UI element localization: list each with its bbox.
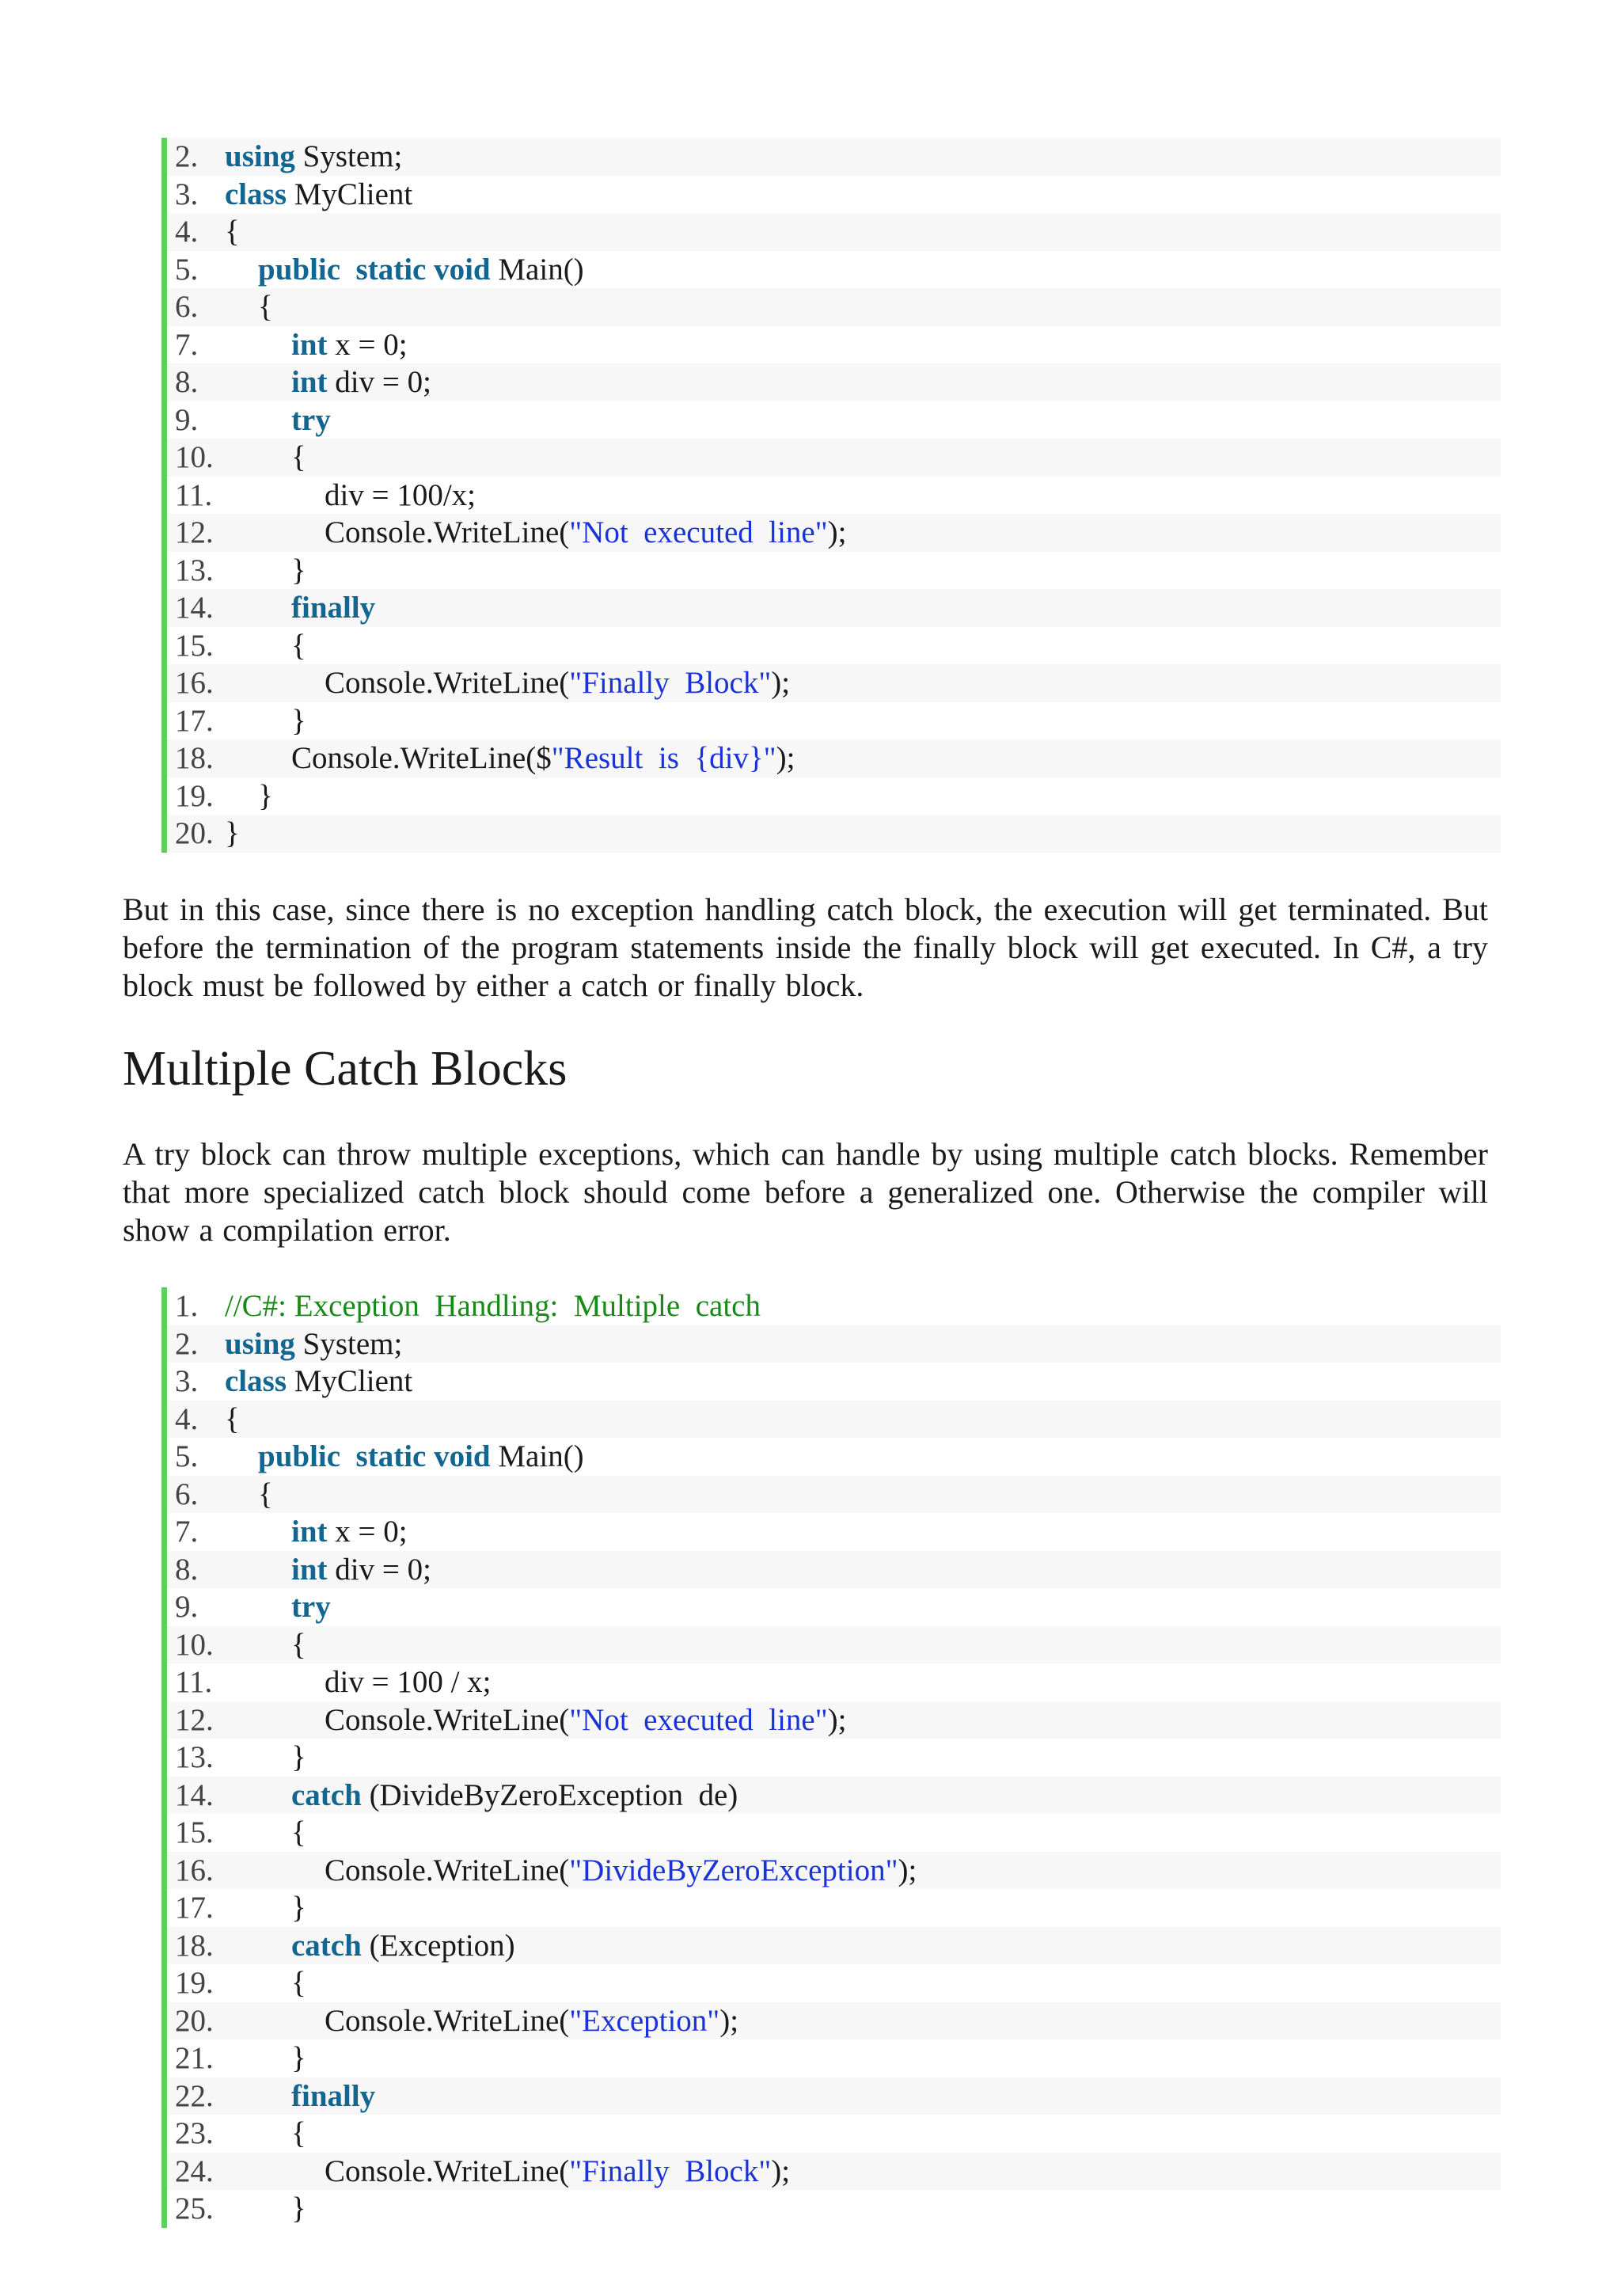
code-token: ); [719,2003,739,2038]
code-text [225,176,412,213]
code-line [167,213,1501,251]
code-line [167,777,1501,815]
line-number: 16. [175,666,214,701]
code-keyword: int [291,1552,328,1587]
line-number: 6. [175,1477,199,1511]
code-token: { [258,290,273,325]
code-line [167,514,1501,552]
code-token: } [291,703,306,738]
code-line [167,2190,1501,2228]
section-heading: Multiple Catch Blocks [123,1042,568,1096]
code-token: { [225,215,240,249]
code-token: div = 100/x; [325,477,476,512]
code-text [291,1964,306,2001]
line-number: 23. [175,2116,214,2151]
code-line [167,1814,1501,1852]
code-token: div = 0; [327,1552,431,1587]
code-token: div = 0; [327,365,431,400]
code-token: MyClient [287,1364,413,1399]
code-line [167,2002,1501,2040]
code-line [167,1325,1501,1363]
code-token: div = 100 / x; [325,1665,492,1700]
paragraph-1: But in this case, since there is no exception handling catch block, the execution will get terminated. But before the termination of the program statements inside the finally block will get executed. In C#, a try block must be followed by either a catch or finally block. [123,891,1488,1003]
code-token: ); [771,2153,791,2188]
code-text [225,815,240,852]
code-line [167,702,1501,740]
code-text [291,2077,375,2115]
code-text [291,2039,306,2077]
line-number: 5. [175,252,199,287]
line-number: 11. [175,1665,213,1700]
code-string: "Not executed line" [569,1702,828,1737]
code-keyword: int [291,365,328,400]
code-token: ); [898,1853,917,1887]
code-string: "Not executed line" [569,515,828,550]
code-token: { [291,2116,306,2151]
line-number: 7. [175,1515,199,1549]
code-text [291,627,306,664]
code-token: } [258,778,273,813]
line-number: 7. [175,327,199,362]
code-line [167,1551,1501,1589]
line-number: 4. [175,215,199,249]
code-line [167,1476,1501,1514]
code-line [167,1777,1501,1815]
line-number: 2. [175,1326,199,1361]
code-token: System; [294,139,403,174]
code-token: Console.WriteLine( [325,666,570,701]
code-line [167,1513,1501,1551]
line-number: 9. [175,402,199,437]
code-token: System; [294,1326,403,1361]
code-keyword: using [225,1326,295,1361]
code-text [291,401,331,439]
code-text [225,213,240,250]
code-text [291,552,306,589]
line-number: 17. [175,703,214,738]
code-comment: //C#: Exception Handling: Multiple catch [225,1289,761,1324]
code-line [167,2115,1501,2153]
code-token: MyClient [287,177,413,211]
line-number: 2. [175,139,199,174]
code-token: x = 0; [327,327,408,362]
code-text [258,251,584,288]
code-line [167,1964,1501,2002]
code-line [167,1588,1501,1626]
code-line [167,326,1501,364]
code-keyword: int [291,1515,328,1549]
code-line [167,552,1501,590]
line-number: 17. [175,1891,214,1925]
code-string: "Exception" [569,2003,720,2038]
code-line [167,439,1501,477]
code-text [225,1363,412,1400]
code-text [225,1325,402,1363]
code-token: Console.WriteLine( [325,1853,570,1887]
code-line [167,363,1501,401]
code-token: (DivideByZeroException de) [361,1777,738,1812]
code-text [258,777,273,815]
line-number: 11. [175,477,213,512]
line-number: 25. [175,2191,214,2226]
code-keyword: int [291,327,328,362]
code-line [167,1663,1501,1701]
code-token: { [291,1966,306,2001]
code-keyword: finally [291,2078,376,2113]
code-text [291,1588,331,1625]
line-number: 19. [175,778,214,813]
code-keyword: public static void [258,252,491,287]
code-text [225,138,402,175]
code-text [258,288,273,325]
code-keyword: using [225,139,295,174]
line-number: 21. [175,2041,214,2076]
code-keyword: catch [291,1777,362,1812]
code-string: "Finally Block" [569,2153,772,2188]
code-line [167,627,1501,665]
code-text [225,1287,761,1325]
code-text [325,2002,738,2039]
code-text [291,1777,738,1814]
line-number: 10. [175,440,214,475]
line-number: 15. [175,1815,214,1850]
code-keyword: class [225,1364,287,1399]
code-text [291,589,375,626]
code-string: "Finally Block" [569,666,772,701]
line-number: 20. [175,2003,214,2038]
code-line [167,176,1501,214]
code-text [291,2190,306,2227]
code-text [225,1401,240,1438]
code-text [291,2115,306,2152]
code-line [167,138,1501,176]
line-number: 20. [175,816,214,851]
code-token: } [291,553,306,587]
code-text [291,1513,408,1550]
code-text [291,363,431,401]
code-token: Console.WriteLine( [325,515,570,550]
line-number: 8. [175,1552,199,1587]
line-number: 19. [175,1966,214,2001]
code-line [167,664,1501,702]
code-line [167,1852,1501,1890]
code-keyword: catch [291,1928,362,1963]
code-line [167,1401,1501,1439]
code-token: ); [827,515,847,550]
line-number: 12. [175,515,214,550]
code-token: Console.WriteLine( [325,2153,570,2188]
line-number: 12. [175,1702,214,1737]
code-string: "DivideByZeroException" [569,1853,898,1887]
code-line [167,477,1501,515]
code-line [167,1927,1501,1965]
code-text [291,1889,306,1926]
line-number: 22. [175,2078,214,2113]
code-text [291,1927,515,1964]
code-text [325,514,847,551]
code-text [325,1663,492,1701]
code-line [167,401,1501,439]
code-text [325,2153,790,2190]
code-token: Console.WriteLine( [325,2003,570,2038]
code-text [258,1438,584,1475]
line-number: 14. [175,591,214,625]
line-number: 4. [175,1401,199,1436]
code-text [291,1814,306,1851]
line-number: 14. [175,1777,214,1812]
code-line [167,2153,1501,2191]
line-number: 1. [175,1289,199,1324]
code-text [258,1476,273,1513]
line-number: 15. [175,628,214,663]
code-token: ); [827,1702,847,1737]
code-block-1 [161,138,1501,853]
line-number: 8. [175,365,199,400]
code-line [167,288,1501,326]
code-keyword: try [291,402,331,437]
code-block-2 [161,1287,1501,2228]
code-text [325,1852,917,1889]
code-token: { [258,1477,273,1511]
code-token: Console.WriteLine($ [291,741,552,776]
code-token: ); [771,666,791,701]
code-token: { [291,440,306,475]
code-keyword: try [291,1590,331,1625]
code-keyword: public static void [258,1439,491,1474]
code-token: { [291,1627,306,1662]
code-token: { [291,1815,306,1850]
code-line [167,2039,1501,2077]
line-number: 3. [175,177,199,211]
code-line [167,589,1501,627]
line-number: 24. [175,2153,214,2188]
code-token: ); [776,741,795,776]
line-number: 16. [175,1853,214,1887]
code-keyword: finally [291,591,376,625]
code-token: Main() [490,1439,584,1474]
code-line [167,1363,1501,1401]
code-token: } [291,2041,306,2076]
code-token: } [225,816,240,851]
code-token: { [291,628,306,663]
line-number: 3. [175,1364,199,1399]
code-string: "Result is {div}" [551,741,776,776]
code-text [291,702,306,739]
line-number: 6. [175,290,199,325]
line-number: 10. [175,1627,214,1662]
code-line [167,815,1501,853]
line-number: 9. [175,1590,199,1625]
code-text [325,664,790,701]
code-token: } [291,1891,306,1925]
code-token: { [225,1401,240,1436]
code-text [325,1701,847,1739]
paragraph-2: A try block can throw multiple exceptions, which can handle by using multiple catch blocks. Remember that more specialized catch block should come before a generalized one. Otherwise the compiler will show a compilation error. [123,1136,1488,1248]
code-line [167,739,1501,777]
code-token: } [291,1740,306,1775]
code-line [167,2077,1501,2115]
code-text [291,439,306,476]
code-line [167,1701,1501,1739]
code-token: } [291,2191,306,2226]
line-number: 13. [175,553,214,587]
code-text [291,326,408,363]
code-line [167,1626,1501,1664]
code-line [167,1438,1501,1476]
code-token: Console.WriteLine( [325,1702,570,1737]
line-number: 18. [175,741,214,776]
code-keyword: class [225,177,287,211]
line-number: 18. [175,1928,214,1963]
line-number: 13. [175,1740,214,1775]
code-token: (Exception) [361,1928,515,1963]
code-text [291,1626,306,1663]
line-number: 5. [175,1439,199,1474]
code-text [291,1739,306,1776]
code-token: x = 0; [327,1515,408,1549]
code-text [291,739,795,777]
code-text [291,1551,431,1588]
code-line [167,1739,1501,1777]
code-line [167,1287,1501,1325]
code-text [325,477,476,514]
code-line [167,251,1501,289]
code-line [167,1889,1501,1927]
code-token: Main() [490,252,584,287]
